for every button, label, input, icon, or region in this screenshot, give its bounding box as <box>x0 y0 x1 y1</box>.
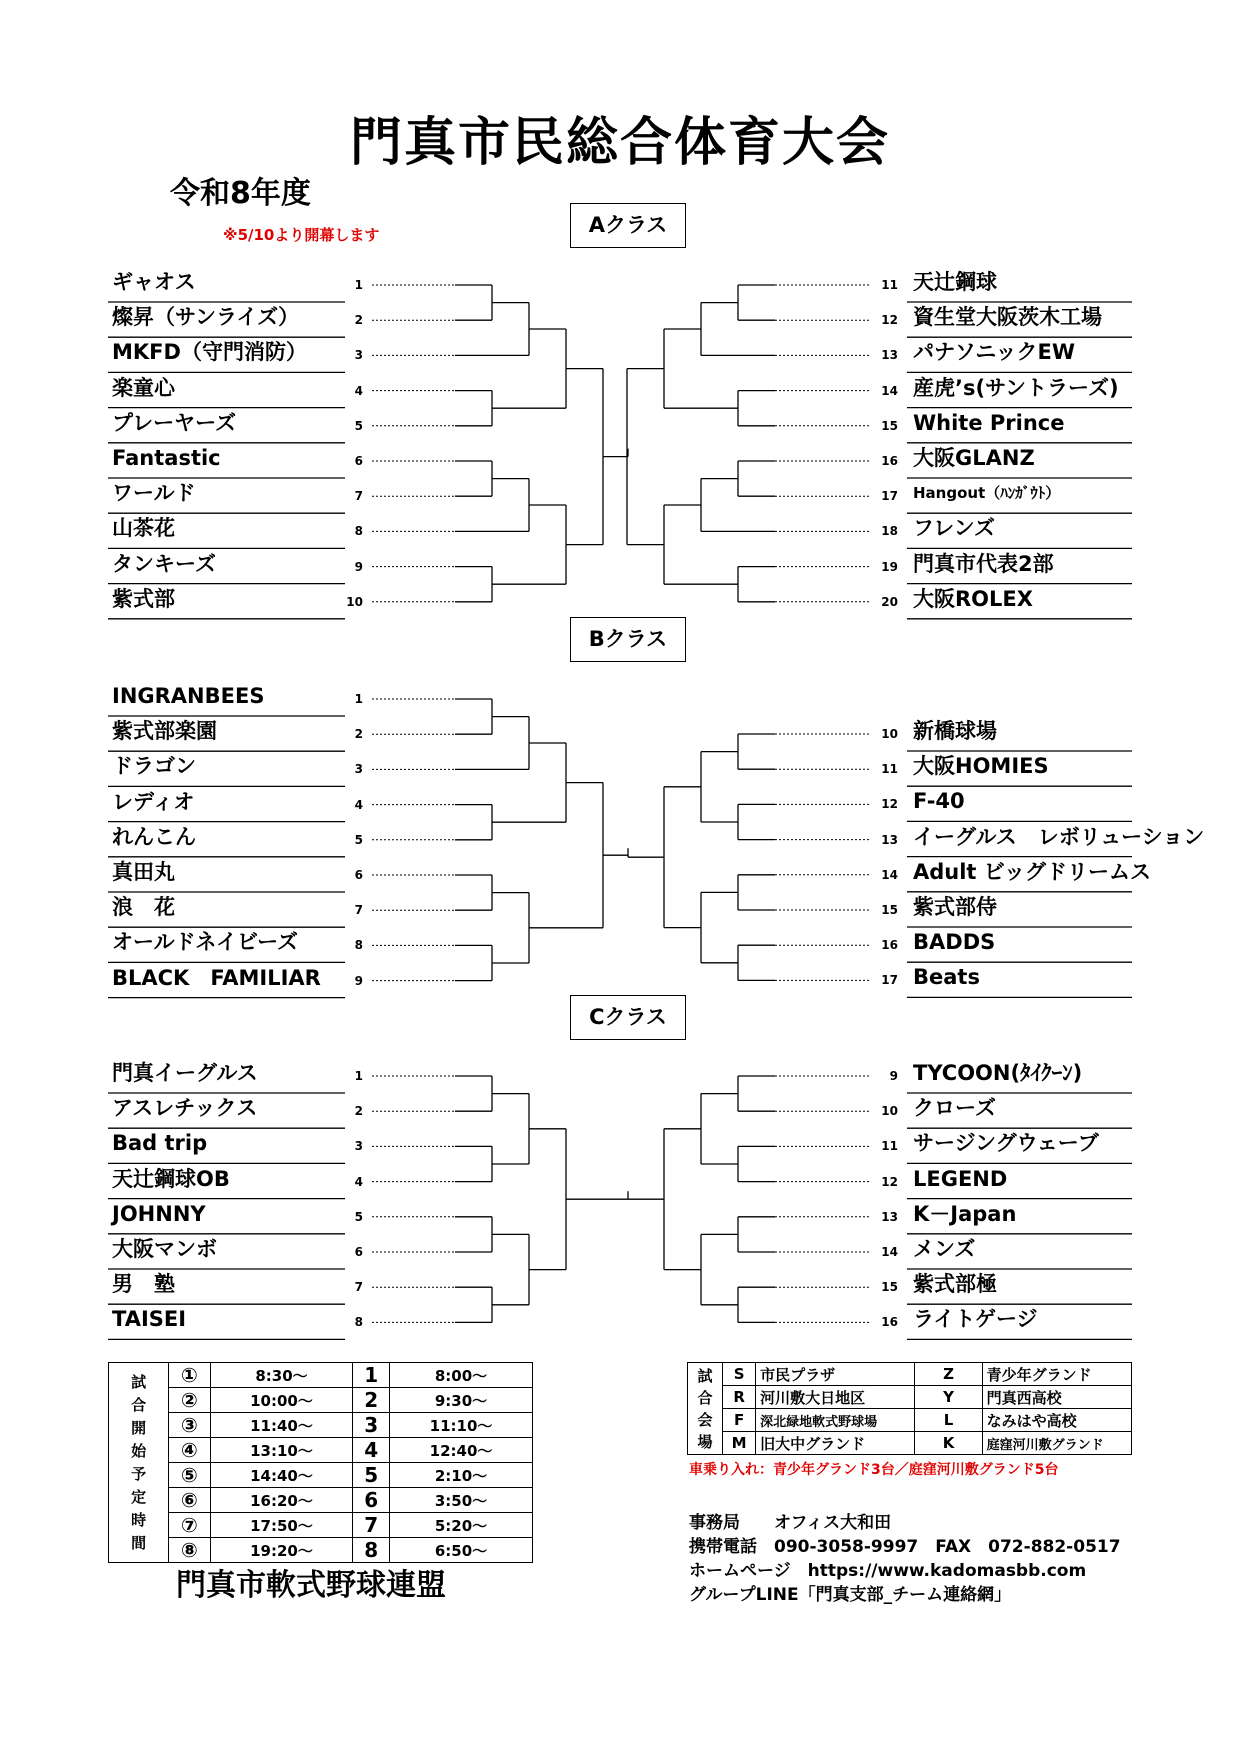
team-name: LEGEND <box>913 1166 1008 1191</box>
team-name: 大阪ROLEX <box>913 586 1033 611</box>
seed-number: 16 <box>881 938 898 953</box>
start-time: 12:40～ <box>390 1438 533 1463</box>
venue-heading: 試 合 会 場 <box>688 1363 723 1455</box>
seed-number: 5 <box>354 832 363 847</box>
seed-number: 5 <box>354 418 363 433</box>
seed-number: 15 <box>881 1280 898 1295</box>
start-time: 6:50～ <box>390 1538 533 1563</box>
team-name: 門真市代表2部 <box>913 551 1054 576</box>
seed-number: 13 <box>881 832 898 847</box>
schedule-row <box>109 1388 533 1413</box>
seed-number: 13 <box>881 1209 898 1224</box>
team-name: 紫式部侍 <box>913 895 997 919</box>
seed-number: 12 <box>881 1174 898 1189</box>
opening-notice: ※5/10より開幕します <box>223 226 380 244</box>
venue-code: Z <box>915 1363 982 1386</box>
venue-code: S <box>723 1363 756 1386</box>
line-group-info: グループLINE「門真支部_チーム連絡網」 <box>689 1585 1012 1605</box>
seed-number: 12 <box>881 313 898 328</box>
venue-code: Y <box>915 1386 982 1409</box>
venue-row <box>688 1363 1132 1386</box>
game-number: ⑦ <box>169 1513 210 1538</box>
seed-number: 10 <box>881 727 898 741</box>
seed-number: 1 <box>354 1069 363 1083</box>
seed-number: 2 <box>354 727 363 742</box>
team-name: クローズ <box>913 1096 996 1121</box>
seed-number: 9 <box>354 973 363 988</box>
team-name: Adult ビッグドリームス <box>913 859 1151 884</box>
season-label: 令和8年度 <box>170 176 311 211</box>
team-name: K－Japan <box>913 1201 1017 1226</box>
start-time: 19:20～ <box>210 1538 353 1563</box>
class-label: Bクラス <box>570 617 686 662</box>
start-time: 14:40～ <box>210 1463 353 1488</box>
team-name: ドラゴン <box>112 754 196 779</box>
team-name: 大阪GLANZ <box>913 446 1035 470</box>
team-name: INGRANBEES <box>112 684 265 708</box>
seed-number: 10 <box>346 594 363 609</box>
start-time: 10:00～ <box>210 1388 353 1413</box>
game-number: 4 <box>353 1438 390 1463</box>
seed-number: 3 <box>354 348 363 363</box>
homepage-link[interactable]: ホームページ https://www.kadomasbb.com <box>689 1561 1087 1581</box>
class-label: Cクラス <box>570 995 686 1040</box>
seed-number: 9 <box>354 559 363 574</box>
seed-number: 16 <box>881 454 898 468</box>
seed-number: 7 <box>354 1280 363 1295</box>
seed-number: 11 <box>881 762 898 777</box>
team-name: ギャオス <box>112 270 196 294</box>
seed-number: 8 <box>354 1315 363 1330</box>
team-name: 楽童心 <box>112 375 175 400</box>
start-time: 9:30～ <box>390 1388 533 1413</box>
seed-number: 3 <box>354 762 363 777</box>
schedule-row <box>109 1488 533 1513</box>
team-name: BADDS <box>913 930 996 955</box>
seed-number: 8 <box>354 524 363 539</box>
venue-name: 庭窪河川敷グランド <box>982 1432 1131 1455</box>
start-time: 11:40～ <box>210 1413 353 1438</box>
game-number: 6 <box>353 1488 390 1513</box>
seed-number: 6 <box>354 868 363 882</box>
team-name: 真田丸 <box>112 860 175 884</box>
team-name: MKFD（守門消防） <box>112 340 307 365</box>
seed-number: 16 <box>881 1315 898 1330</box>
team-name: オールドネイビーズ <box>112 930 299 955</box>
start-time: 3:50～ <box>390 1488 533 1513</box>
seed-number: 4 <box>354 797 363 812</box>
team-name: Beats <box>913 965 980 990</box>
venue-name: 門真西高校 <box>982 1386 1131 1409</box>
venue-name: 市民プラザ <box>756 1363 915 1386</box>
team-name: フレンズ <box>913 516 996 541</box>
team-name: 紫式部楽園 <box>112 719 217 744</box>
venue-code: F <box>723 1409 756 1432</box>
federation-name: 門真市軟式野球連盟 <box>176 1568 446 1603</box>
team-name: 紫式部 <box>112 586 175 611</box>
start-time-table <box>108 1362 533 1563</box>
game-number: 5 <box>353 1463 390 1488</box>
seed-number: 19 <box>881 559 898 574</box>
seed-number: 7 <box>354 903 363 918</box>
team-name: White Prince <box>913 410 1065 435</box>
game-number: ② <box>169 1388 210 1413</box>
venue-name: 深北緑地軟式野球場 <box>756 1409 915 1432</box>
team-name: 資生堂大阪茨木工場 <box>913 305 1102 330</box>
start-time: 8:30～ <box>210 1363 353 1388</box>
team-name: レディオ <box>112 789 195 814</box>
team-name: JOHNNY <box>112 1201 206 1226</box>
seed-number: 3 <box>354 1139 363 1154</box>
parking-note: 車乗り入れ：青少年グランド3台／庭窪河川敷グランド5台 <box>689 1462 1059 1478</box>
game-number: ⑤ <box>169 1463 210 1488</box>
team-name: 山茶花 <box>112 516 175 541</box>
team-name: 燦昇（サンライズ） <box>112 305 300 330</box>
seed-number: 11 <box>881 278 898 292</box>
team-name: イーグルス レボリューション <box>913 824 1205 849</box>
team-name: 天辻鋼球 <box>913 270 997 294</box>
seed-number: 2 <box>354 313 363 328</box>
seed-number: 17 <box>881 489 898 504</box>
seed-number: 14 <box>881 1245 898 1259</box>
seed-number: 7 <box>354 489 363 504</box>
seed-number: 8 <box>354 938 363 953</box>
phone-info: 携帯電話 090-3058-9997 FAX 072-882-0517 <box>689 1537 1121 1557</box>
team-name: 男 塾 <box>112 1272 175 1297</box>
game-number: 2 <box>353 1388 390 1413</box>
team-name: メンズ <box>913 1237 976 1261</box>
team-name: Bad trip <box>112 1131 208 1156</box>
venue-name: 旧大中グランド <box>756 1432 915 1455</box>
seed-number: 10 <box>881 1104 898 1119</box>
schedule-row <box>109 1538 533 1563</box>
venue-name: なみはや高校 <box>982 1409 1131 1432</box>
team-name: パナソニックEW <box>913 340 1076 365</box>
game-number: ④ <box>169 1438 210 1463</box>
seed-number: 6 <box>354 454 363 468</box>
seed-number: 15 <box>881 903 898 917</box>
team-name: 新橋球場 <box>913 719 997 743</box>
game-number: 3 <box>353 1413 390 1438</box>
team-name: サージングウェーブ <box>913 1131 1099 1156</box>
team-name: アスレチックス <box>112 1096 258 1121</box>
seed-number: 2 <box>354 1104 363 1119</box>
seed-number: 13 <box>881 348 898 363</box>
start-time: 5:20～ <box>390 1513 533 1538</box>
seed-number: 17 <box>881 973 898 988</box>
seed-number: 18 <box>881 524 898 539</box>
schedule-row <box>109 1513 533 1538</box>
team-name: 紫式部極 <box>913 1272 997 1297</box>
team-name: 門真イーグルス <box>112 1061 258 1085</box>
start-time: 11:10～ <box>390 1413 533 1438</box>
seed-number: 9 <box>889 1069 898 1083</box>
seed-number: 4 <box>354 383 363 398</box>
schedule-row <box>109 1413 533 1438</box>
start-time: 2:10～ <box>390 1463 533 1488</box>
office-info: 事務局 オフィス大和田 <box>689 1513 892 1533</box>
start-time: 17:50～ <box>210 1513 353 1538</box>
schedule-row <box>109 1438 533 1463</box>
team-name: 浪 花 <box>112 895 175 920</box>
team-name: タンキーズ <box>112 551 216 576</box>
seed-number: 12 <box>881 797 898 812</box>
game-number: ⑥ <box>169 1488 210 1513</box>
team-name: F-40 <box>913 789 965 814</box>
seed-number: 1 <box>354 278 363 292</box>
seed-number: 11 <box>881 1139 898 1154</box>
game-number: ① <box>169 1363 210 1388</box>
team-name: 産虎’s(サントラーズ) <box>913 375 1119 400</box>
game-number: ⑧ <box>169 1538 210 1563</box>
venue-code: M <box>723 1432 756 1455</box>
seed-number: 20 <box>881 594 898 609</box>
venue-code: R <box>723 1386 756 1409</box>
team-name: 天辻鋼球OB <box>112 1166 230 1191</box>
seed-number: 14 <box>881 867 898 882</box>
venue-code: K <box>915 1432 982 1455</box>
team-name: ライトゲージ <box>913 1307 1038 1332</box>
seed-number: 14 <box>881 383 898 398</box>
schedule-row <box>109 1463 533 1488</box>
team-name: Hangout（ﾊﾝｶﾞｳﾄ） <box>913 484 1061 503</box>
team-name: プレーヤーズ <box>112 410 237 435</box>
venue-row <box>688 1386 1132 1409</box>
venue-code: L <box>915 1409 982 1432</box>
venue-row <box>688 1432 1132 1455</box>
seed-number: 5 <box>354 1209 363 1224</box>
team-name: 大阪HOMIES <box>913 754 1049 779</box>
venue-name: 河川敷大日地区 <box>756 1386 915 1409</box>
seed-number: 15 <box>881 418 898 433</box>
seed-number: 4 <box>354 1174 363 1189</box>
start-time: 8:00～ <box>390 1363 533 1388</box>
game-number: 8 <box>353 1538 390 1563</box>
venue-table <box>687 1362 1132 1455</box>
seed-number: 1 <box>354 692 363 706</box>
team-name: れんこん <box>112 824 196 849</box>
game-number: 7 <box>353 1513 390 1538</box>
team-name: TAISEI <box>112 1307 187 1332</box>
class-label: Aクラス <box>570 203 686 248</box>
team-name: BLACK FAMILIAR <box>112 965 321 990</box>
start-time: 16:20～ <box>210 1488 353 1513</box>
seed-number: 6 <box>354 1245 363 1259</box>
team-name: ワールド <box>112 481 196 506</box>
schedule-row <box>109 1363 533 1388</box>
start-time: 13:10～ <box>210 1438 353 1463</box>
game-number: 1 <box>353 1363 390 1388</box>
venue-name: 青少年グランド <box>982 1363 1131 1386</box>
schedule-heading: 試 合 開 始 予 定 時 間 <box>109 1363 169 1563</box>
page-title: 門真市民総合体育大会 <box>349 113 890 173</box>
team-name: 大阪マンボ <box>112 1237 217 1261</box>
team-name: Fantastic <box>112 446 221 470</box>
game-number: ③ <box>169 1413 210 1438</box>
team-name: TYCOON(ﾀｲｸｰﾝ) <box>913 1061 1083 1085</box>
venue-row <box>688 1409 1132 1432</box>
